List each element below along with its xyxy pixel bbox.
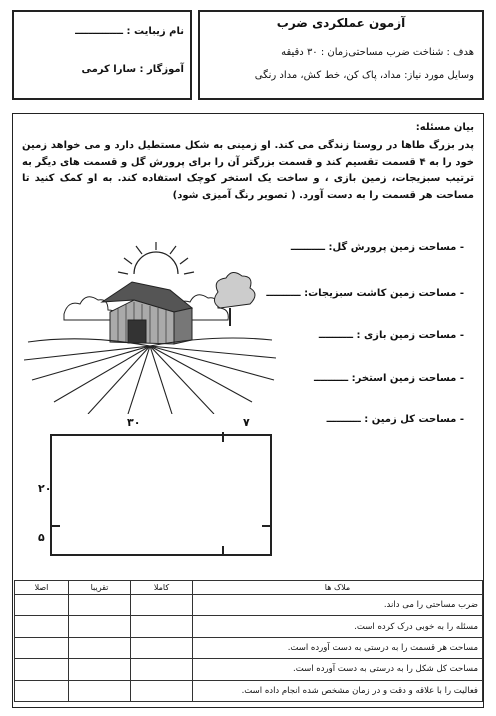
rubric-cell-not-at-all[interactable] [15,680,69,701]
tree [214,272,255,308]
diagram-label-left-20: ۲۰ [38,482,52,495]
diagram-label-left-5: ۵ [38,531,45,544]
exam-info-box [198,10,484,100]
student-info-box [12,10,192,100]
rubric-cell-partly[interactable] [69,659,131,680]
exam-tools: وسایل مورد نیاز: مداد، پاک کن، خط کش، مداد رنگی [254,70,474,81]
question-playground-area: - مساحت زمین بازی : ــــــــــ [318,330,464,341]
teacher-name: آموزگار : سارا کرمی [81,64,184,75]
table-row [15,637,483,658]
rubric-header-partly: تقریبا [69,581,131,595]
rubric-criterion: فعالیت را با علاقه و دقت و در زمان مشخص شده انجام داده است. [193,680,483,701]
rubric-cell-fully[interactable] [131,680,193,701]
tick-top [222,432,224,442]
problem-text: پدر بزرگ طاها در روستا زندگی می کند. او زمینی به شکل مستطیل دارد و می خواهد زمین خود را به ۴ قسمت تقسیم کند و قسمت بزرگتر آن را برای پرورش گل و قسمت های دیگر به ترتیب سبزیجات، زمین بازی ، و ساخت یک استخر کوچک استفاده کند. به او کمک کنید تا مساحت هر قسمت را به دست آورد. ( تصویر رنگ آمیزی شود) [22,140,474,201]
rubric-cell-not-at-all[interactable] [15,595,69,616]
rubric-criterion: مسئله را به خوبی درک کرده است. [193,616,483,637]
tick-bottom [222,546,224,556]
rubric-criterion: مساحت هر قسمت را به درستی به دست آورده است. [193,637,483,658]
rubric-header-row [15,581,483,595]
exam-title: آزمون عملکردی ضرب [276,16,406,30]
table-row [15,680,483,701]
rubric-cell-fully[interactable] [131,616,193,637]
rubric-criterion: مساحت کل شکل را به درستی به دست آورده است. [193,659,483,680]
question-pool-area: - مساحت زمین استخر: ــــــــــ [314,373,464,384]
question-vegetable-area: - مساحت زمین کاشت سبزیجات: ــــــــــ [266,288,464,299]
rubric-criterion: ضرب مساحتی را می داند. [193,595,483,616]
rubric-cell-not-at-all[interactable] [15,659,69,680]
exam-goal: هدف : شناخت ضرب مساحتی [348,47,474,58]
table-row [15,595,483,616]
rubric-cell-partly[interactable] [69,595,131,616]
diagram-label-top-7: ۷ [243,416,250,429]
table-row [15,659,483,680]
student-name-field[interactable]: نام زیبایت : ــــــــــــــ [75,26,184,37]
field-rows [24,338,276,414]
rubric-cell-fully[interactable] [131,637,193,658]
rubric-cell-fully[interactable] [131,595,193,616]
tick-left [50,525,60,527]
question-flower-area: - مساحت زمین پرورش گل: ــــــــــ [290,242,464,253]
rubric-cell-partly[interactable] [69,637,131,658]
rubric-header-fully: کاملا [131,581,193,595]
rubric-header-criteria: ملاک ها [193,581,483,595]
rubric-header-not-at-all: اصلا [15,581,69,595]
sun-icon [118,242,194,274]
tick-right [262,525,272,527]
problem-heading: بیان مسئله: [415,122,474,133]
rubric-cell-partly[interactable] [69,680,131,701]
farm-barn-illustration [24,242,276,414]
table-row [15,616,483,637]
rubric-table [14,580,483,702]
rubric-cell-not-at-all[interactable] [15,637,69,658]
barn [102,282,192,344]
exam-time: زمان : ۳۰ دقیقه [281,47,348,58]
rubric-cell-not-at-all[interactable] [15,616,69,637]
question-total-area: - مساحت کل زمین : ــــــــــ [326,414,464,425]
diagram-label-top-30: ۳۰ [127,416,141,429]
rubric-cell-partly[interactable] [69,616,131,637]
rubric-cell-fully[interactable] [131,659,193,680]
area-rectangle[interactable] [50,434,272,556]
